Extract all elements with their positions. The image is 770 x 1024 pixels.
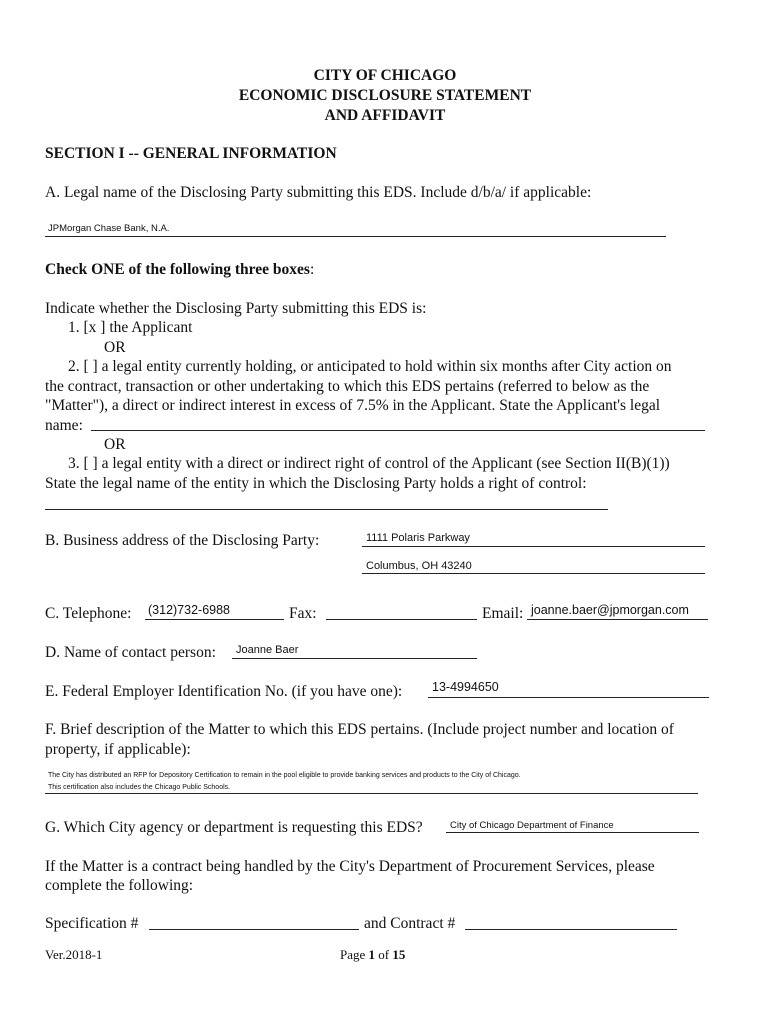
legal-name-value[interactable]: JPMorgan Chase Bank, N.A.: [48, 223, 170, 234]
or-separator-1: OR: [104, 339, 126, 356]
telephone-label: C. Telephone:: [45, 605, 132, 622]
email-label: Email:: [482, 605, 524, 622]
telephone-line: [145, 619, 284, 620]
address-line-2-value[interactable]: Columbus, OH 43240: [366, 560, 472, 572]
fax-line[interactable]: [326, 619, 477, 620]
title-line-3: AND AFFIDAVIT: [324, 107, 446, 124]
email-value[interactable]: joanne.baer@jpmorgan.com: [531, 603, 689, 617]
city-agency-label: G. Which City agency or department is requesting this EDS?: [45, 819, 423, 836]
section-title: SECTION I -- GENERAL INFORMATION: [45, 145, 337, 162]
address-line-1-value[interactable]: 1111 Polaris Parkway: [366, 532, 470, 544]
option-1-checkbox-mark[interactable]: x: [88, 319, 97, 336]
option-2-line-1[interactable]: 2. [ ] a legal entity currently holding, or anticipated to hold within six months after City action on: [68, 358, 672, 375]
address-line-1-line: [362, 546, 705, 547]
legal-name-line: [45, 236, 666, 237]
matter-description-line-1: F. Brief description of the Matter to which this EDS pertains. (Include project number and location of: [45, 721, 674, 738]
telephone-value[interactable]: (312)732-6988: [148, 603, 231, 617]
email-line: [527, 619, 708, 620]
option-2-line-2: the contract, transaction or other undertaking to which this EDS pertains (referred to below as the: [45, 378, 650, 395]
legal-name-label: A. Legal name of the Disclosing Party submitting this EDS. Include d/b/a/ if applicable:: [45, 184, 592, 201]
fein-label: E. Federal Employer Identification No. (if you have one):: [45, 683, 403, 700]
specification-label: Specification #: [45, 915, 139, 932]
contract-label: and Contract #: [364, 915, 456, 932]
option-3-line-1[interactable]: 3. [ ] a legal entity with a direct or indirect right of control of the Applicant (see Section II(B)(1)): [68, 455, 670, 472]
fein-line: [428, 697, 709, 698]
business-address-label: B. Business address of the Disclosing Party:: [45, 532, 320, 549]
procurement-line-2: complete the following:: [45, 877, 194, 894]
title-line-2: ECONOMIC DISCLOSURE STATEMENT: [238, 87, 532, 104]
option-3-line-2: State the legal name of the entity in which the Disclosing Party holds a right of control:: [45, 475, 587, 492]
matter-description-line-2: property, if applicable):: [45, 741, 191, 758]
or-separator-2: OR: [104, 436, 126, 453]
check-one-heading: Check ONE of the following three boxes:: [45, 261, 315, 278]
contract-line[interactable]: [465, 929, 677, 930]
contact-person-value[interactable]: Joanne Baer: [236, 644, 299, 656]
city-agency-line: [446, 832, 699, 833]
specification-line[interactable]: [149, 929, 359, 930]
option-1-applicant[interactable]: 1. [x ] the Applicant: [68, 319, 193, 336]
title-line-1: CITY OF CHICAGO: [313, 67, 457, 84]
option-3-name-line[interactable]: [45, 509, 608, 510]
option-2-name-line[interactable]: [91, 430, 705, 431]
fein-value[interactable]: 13-4994650: [432, 680, 499, 694]
version-label: Ver.2018-1: [45, 947, 103, 962]
procurement-line-1: If the Matter is a contract being handled by the City's Department of Procurement Services, please: [45, 858, 655, 875]
page-number: Page 1 of 15: [340, 947, 406, 962]
contact-person-line: [232, 658, 477, 659]
indicate-text: Indicate whether the Disclosing Party submitting this EDS is:: [45, 300, 427, 317]
contact-person-label: D. Name of contact person:: [45, 644, 216, 661]
matter-description-line: [45, 793, 698, 794]
matter-description-value-1[interactable]: The City has distributed an RFP for Depository Certification to remain in the pool eligible to provide banking services and products to the City of Chicago.: [48, 772, 521, 779]
matter-description-value-2[interactable]: This certification also includes the Chicago Public Schools.: [48, 784, 231, 791]
city-agency-value[interactable]: City of Chicago Department of Finance: [450, 820, 614, 831]
option-2-name-label: name:: [45, 417, 83, 434]
option-2-line-3: "Matter"), a direct or indirect interest in excess of 7.5% in the Applicant. State the Applicant's legal: [45, 397, 661, 414]
address-line-2-line: [362, 573, 705, 574]
fax-label: Fax:: [289, 605, 317, 622]
